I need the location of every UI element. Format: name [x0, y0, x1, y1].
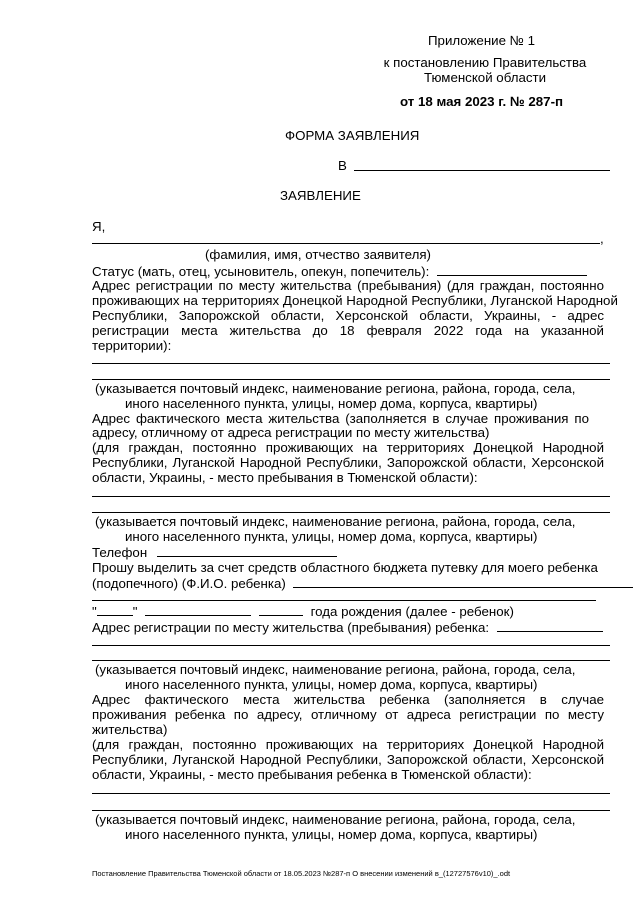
child-actual-line-1: Адрес фактического места жительства ребенка (заполняется в случае [92, 692, 604, 707]
fio-hint: (фамилия, имя, отчество заявителя) [205, 247, 431, 262]
actual-address-line-2: адресу, отличному от адреса регистрации по месту жительства) [92, 425, 490, 440]
phone-row [92, 544, 337, 560]
address-hint-1a: (указывается почтовый индекс, наименование региона, района, города, села, [95, 381, 576, 396]
address-hint-1b: иного населенного пункта, улицы, номер дома, корпуса, квартиры) [125, 396, 538, 411]
form-title: ФОРМА ЗАЯВЛЕНИЯ [285, 128, 420, 143]
actual-address-line-4: Республики, Луганской Народной Республики, Запорожской области, Херсонской [92, 455, 604, 470]
reg-address-field-2[interactable] [92, 379, 610, 380]
address-hint-3b: иного населенного пункта, улицы, номер дома, корпуса, квартиры) [125, 677, 538, 692]
actual-address-line-5: области, Украины, - место пребывания в Тюменской области): [92, 470, 478, 485]
birth-label: года рождения (далее - ребенок) [310, 604, 514, 619]
address-hint-2a: (указывается почтовый индекс, наименование региона, района, города, села, [95, 514, 576, 529]
child-actual-line-2: проживания ребенка по адресу, отличному от адреса регистрации по месту [92, 707, 604, 722]
resolution-line-2: Тюменской области [423, 70, 547, 85]
child-name-field-2[interactable] [92, 600, 596, 601]
birth-row: " " года рождения (далее - ребенок) [92, 604, 514, 619]
child-actual-field-1[interactable] [92, 793, 610, 794]
reg-address-field-1[interactable] [92, 363, 610, 364]
actual-address-field-2[interactable] [92, 512, 610, 513]
reg-address-line-1: Адрес регистрации по месту жительства (пребывания) (для граждан, постоянно [92, 278, 604, 293]
address-hint-4b: иного населенного пункта, улицы, номер дома, корпуса, квартиры) [125, 827, 538, 842]
address-hint-2b: иного населенного пункта, улицы, номер дома, корпуса, квартиры) [125, 529, 538, 544]
child-reg-row: Адрес регистрации по месту жительства (пребывания) ребенка: [92, 619, 603, 635]
request-line-1: Прошу выделить за счет средств областного бюджета путевку для моего ребенка [92, 560, 598, 575]
child-reg-field[interactable] [497, 619, 603, 632]
child-reg-field-2[interactable] [92, 645, 610, 646]
fio-line[interactable] [92, 243, 600, 244]
resolution-line-1: к постановлению Правительства [383, 55, 587, 70]
actual-address-line-1: Адрес фактического места жительства (заполняется в случае проживания по [92, 411, 589, 426]
resolution-date-number: от 18 мая 2023 г. № 287-п [400, 94, 564, 109]
document-footer: Постановление Правительства Тюменской области от 18.05.2023 №287-п О внесении изменений в_(12727576v10)_.odt [92, 869, 511, 878]
status-field[interactable] [437, 263, 587, 276]
birth-day-field[interactable] [97, 603, 133, 616]
addressee-line[interactable] [354, 170, 610, 171]
reg-address-line-4: регистрации места жительства до 18 февраля 2022 года на указанной [92, 323, 604, 338]
addressee-prefix: В [338, 158, 347, 173]
child-actual-line-4: (для граждан, постоянно проживающих на территориях Донецкой Народной [92, 737, 604, 752]
child-reg-field-3[interactable] [92, 660, 610, 661]
i-label: Я, [92, 219, 106, 234]
birth-month-field[interactable] [145, 603, 251, 616]
phone-label: Телефон [92, 545, 148, 560]
child-name-field[interactable] [293, 575, 633, 588]
reg-address-line-3: Республики, Запорожской области, Херсонской области, Украины, - адрес [92, 308, 604, 323]
application-title: ЗАЯВЛЕНИЕ [280, 188, 361, 203]
request-line-2: (подопечного) (Ф.И.О. ребенка) [92, 575, 633, 591]
reg-address-line-2: проживающих на территориях Донецкой Народной Республики, Луганской Народной [92, 293, 618, 308]
address-hint-3a: (указывается почтовый индекс, наименование региона, района, города, села, [95, 662, 576, 677]
child-actual-line-3: жительства) [92, 722, 168, 737]
phone-field[interactable] [157, 544, 337, 557]
status-label: Статус (мать, отец, усыновитель, опекун, попечитель): [92, 263, 587, 279]
fio-comma: , [600, 231, 604, 246]
child-actual-line-6: области, Украины, - место пребывания ребенка в Тюменской области): [92, 767, 532, 782]
reg-address-line-5: территории): [92, 338, 172, 353]
child-actual-line-5: Республики, Луганской Народной Республики, Запорожской области, Херсонской [92, 752, 604, 767]
actual-address-line-3: (для граждан, постоянно проживающих на территориях Донецкой Народной [92, 440, 604, 455]
birth-year-field[interactable] [259, 603, 303, 616]
address-hint-4a: (указывается почтовый индекс, наименование региона, района, города, села, [95, 812, 576, 827]
appendix-label: Приложение № 1 [428, 33, 536, 48]
actual-address-field-1[interactable] [92, 496, 610, 497]
child-actual-field-2[interactable] [92, 810, 610, 811]
